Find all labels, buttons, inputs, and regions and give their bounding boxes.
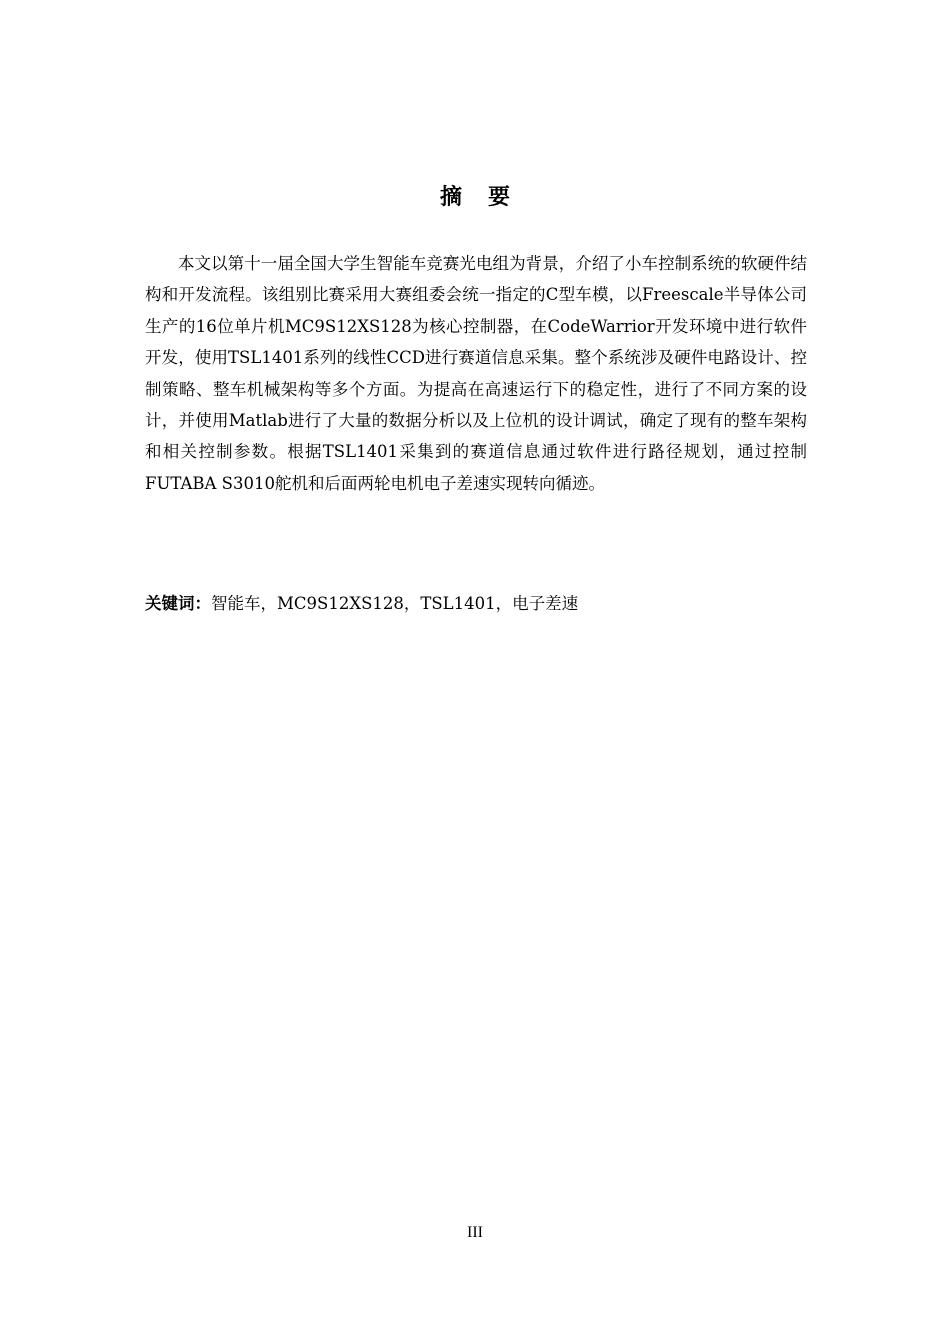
keywords-label: 关键词： xyxy=(145,594,211,613)
page-number: III xyxy=(467,1224,483,1241)
abstract-paragraph: 本文以第十一届全国大学生智能车竞赛光电组为背景，介绍了小车控制系统的软硬件结构和开发流程。该组别比赛采用大赛组委会统一指定的C型车模，以Freescale半导体公司生产的16位单片机MC9S12XS128为核心控制器，在CodeWarrior开发环境中进行软件开发，使用TSL1401系列的线性CCD进行赛道信息采集。整个系统涉及硬件电路设计、控制策略、整车机械架构等多个方面。为提高在高速运行下的稳定性，进行了不同方案的设计，并使用Matlab进行了大量的数据分析以及上位机的设计调试，确定了现有的整车架构和相关控制参数。根据TSL1401采集到的赛道信息通过软件进行路径规划，通过控制FUTABA S3010舵机和后面两轮电机电子差速实现转向循迹。 xyxy=(145,254,807,493)
abstract-title: 摘要 xyxy=(439,185,536,210)
keywords-values: 智能车，MC9S12XS128，TSL1401，电子差速 xyxy=(211,594,579,613)
keywords-line xyxy=(145,590,807,618)
